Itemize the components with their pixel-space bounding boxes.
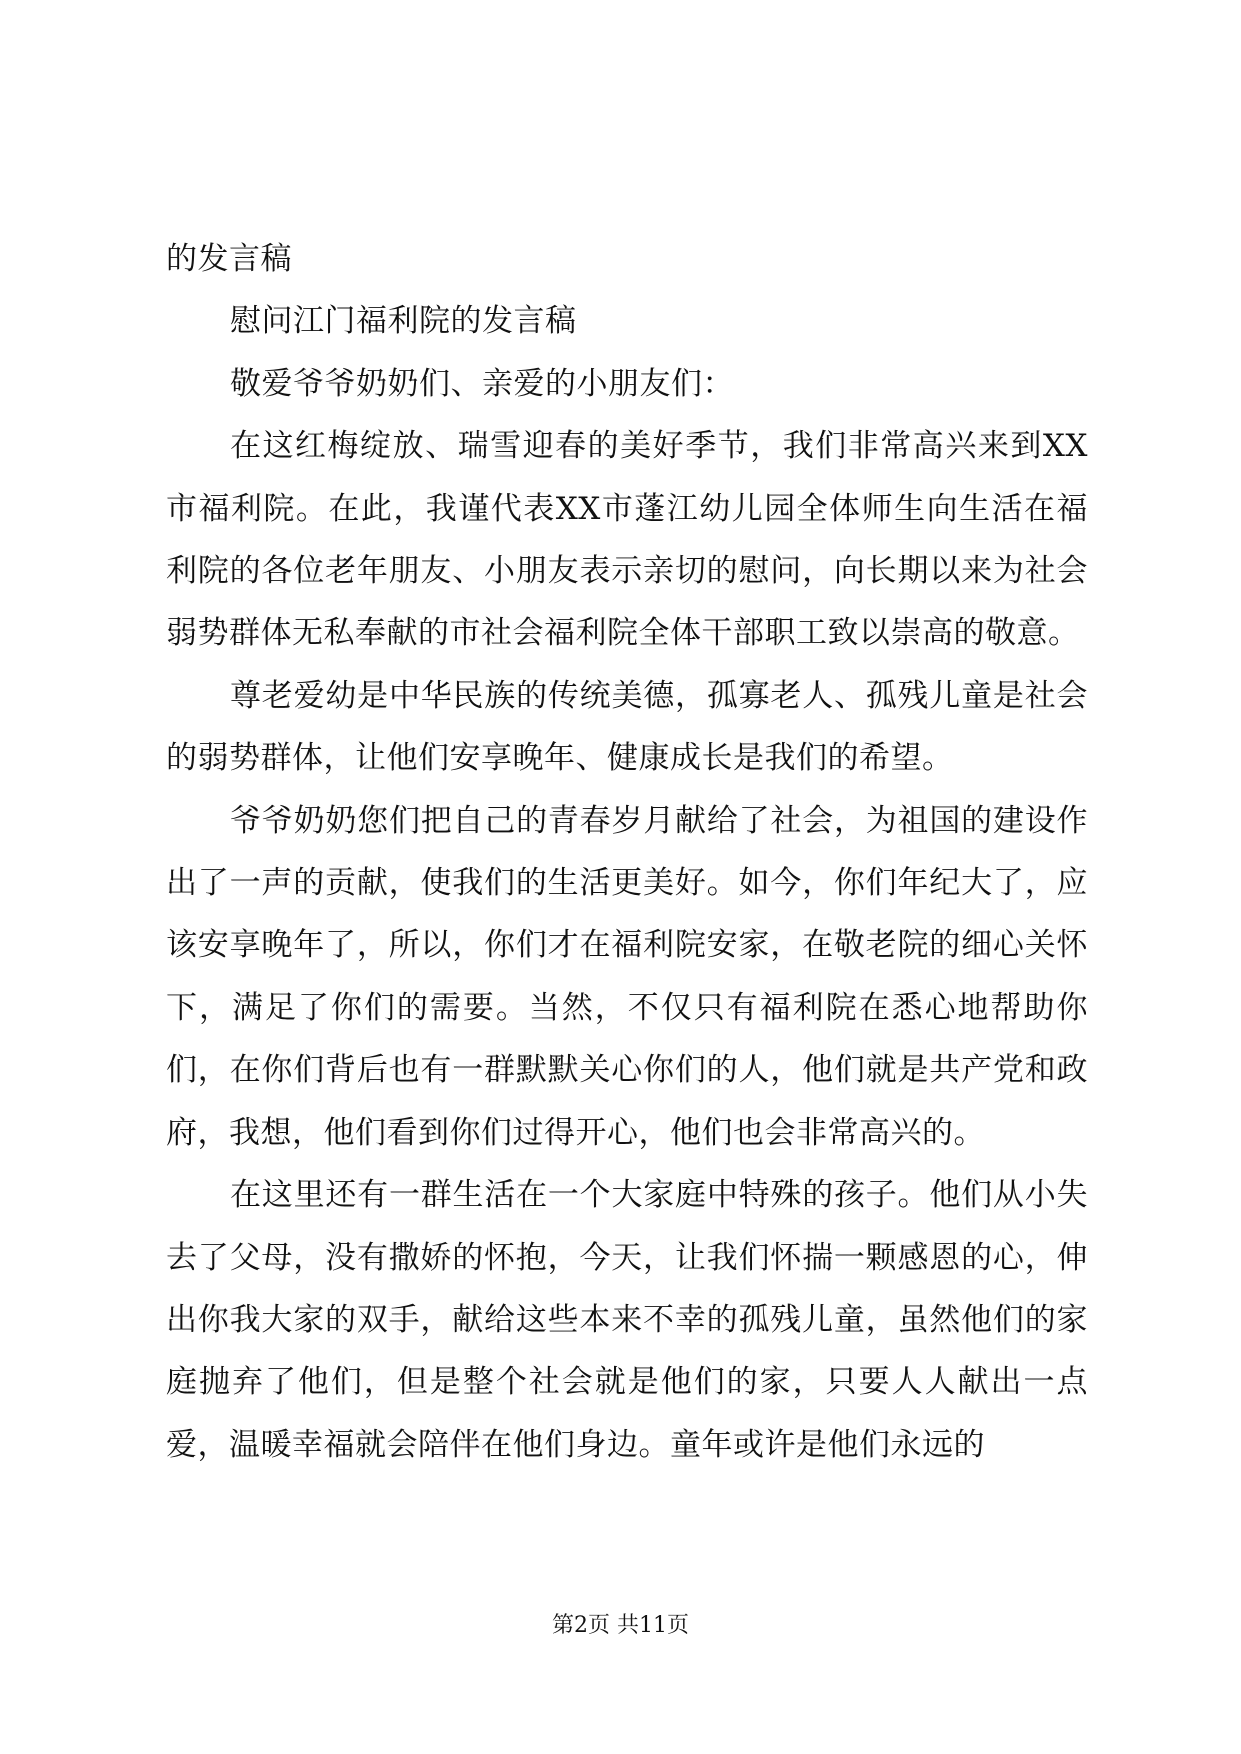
body-text — [166, 228, 1088, 1476]
paragraph: 在这红梅绽放、瑞雪迎春的美好季节，我们非常高兴来到XX市福利院。在此，我谨代表XX市蓬江幼儿园全体师生向生活在福利院的各位老年朋友、小朋友表示亲切的慰问，向长期以来为社会弱势群体无私奉献的市社会福利院全体干部职工致以崇高的敬意。 — [166, 428, 1088, 652]
paragraph: 在这里还有一群生活在一个大家庭中特殊的孩子。他们从小失去了父母，没有撒娇的怀抱，今天，让我们怀揣一颗感恩的心，伸出你我大家的双手，献给这些本来不幸的孤残儿童，虽然他们的家庭抛弃了他们，但是整个社会就是他们的家，只要人人献出一点爱，温暖幸福就会陪伴在他们身边。童年或许是他们永远的 — [166, 1177, 1088, 1463]
paragraph: 尊老爱幼是中华民族的传统美德，孤寡老人、孤残儿童是社会的弱势群体，让他们安享晚年、健康成长是我们的希望。 — [166, 677, 1088, 777]
page-footer: 第2页 共11页 — [552, 1613, 689, 1638]
paragraph-continuation: 的发言稿 — [166, 241, 292, 277]
paragraph-title: 慰问江门福利院的发言稿 — [230, 303, 577, 340]
paragraph: 爷爷奶奶您们把自己的青春岁月献给了社会，为祖国的建设作出了一声的贡献，使我们的生活更美好。如今，你们年纪大了，应该安享晚年了，所以，你们才在福利院安家，在敬老院的细心关怀下，满足了你们的需要。当然，不仅只有福利院在悉心地帮助你们，在你们背后也有一群默默关心你们的人，他们就是共产党和政府，我想，他们看到你们过得开心，他们也会非常高兴的。 — [166, 802, 1088, 1151]
paragraph-salutation: 敬爱爷爷奶奶们、亲爱的小朋友们： — [230, 365, 734, 402]
